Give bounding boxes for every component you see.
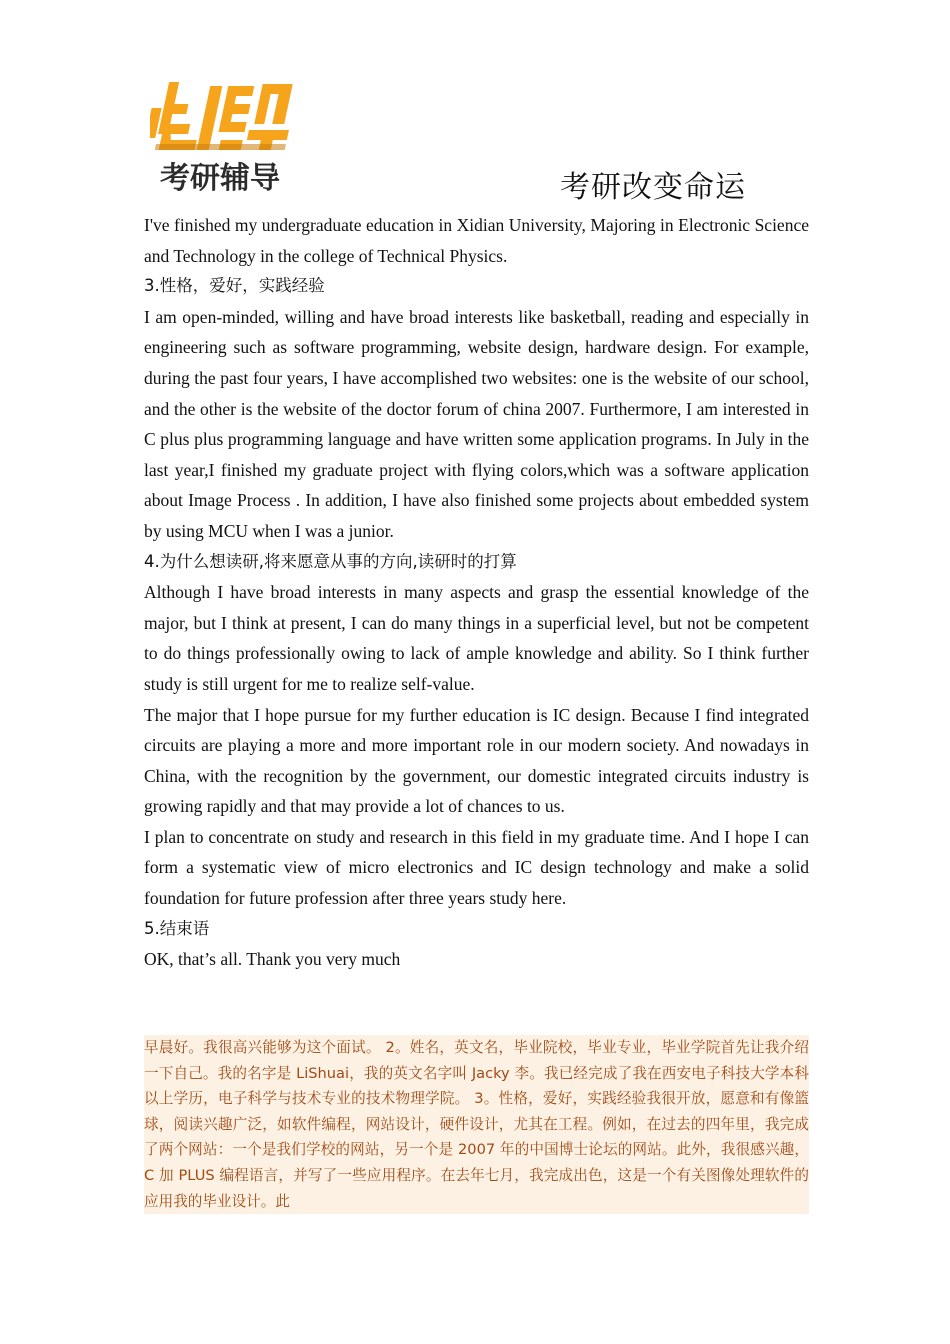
chinese-translation-block: 早晨好。我很高兴能够为这个面试。 2。姓名，英文名，毕业院校，毕业专业，毕业学院首先让我介绍一下自己。我的名字是 LiShuai，我的英文名字叫 Jacky 李。我已经完成了我在西安电子科技大学本科以上学历，电子科学与技术专业的技术物理学院。 3。性格，爱好，实践经验我很开放，愿意和有像篮球，阅读兴趣广泛，如软件编程，网站设计，硬件设计，尤其在工程。例如，在过去的四年里，我完成了两个网站：一个是我们学校的网站，另一个是 2007 年的中国博士论坛的网站。此外，我很感兴趣，C 加 PLUS 编程语言，并写了一些应用程序。在去年七月，我完成出色，这是一个有关图像处理软件的应用我的毕业设计。此 xyxy=(144,1035,809,1214)
kaicheng-logo xyxy=(150,78,302,196)
logo-text: 考研辅导 xyxy=(160,161,280,196)
closing-line: OK, that’s all. Thank you very much xyxy=(144,949,401,970)
document-body xyxy=(144,210,809,975)
section-4-paragraph-1: Although I have broad interests in many aspects and grasp the essential knowledge of the major, but I think at present, I can do many things in a superficial level, but not be competent to do things professionally owing to lack of ample knowledge and ability. So I think further study is still urgent for me to realize self-value. xyxy=(144,582,809,694)
page-slogan: 考研改变命运 xyxy=(560,170,746,205)
section-4-paragraph-2: The major that I hope pursue for my further education is IC design. Because I find integrated circuits are playing a more and more important role in our modern society. And nowadays in China, with the recognition by the government, our domestic integrated circuits industry is growing rapidly and that may provide a lot of chances to us. xyxy=(144,704,809,817)
section-3-paragraph: I am open-minded, willing and have broad interests like basketball, reading and especially in engineering such as software programming, website design, hardware design. For example, during the past four years, I have accomplished two websites: one is the website of our school, and the other is the website of the doctor forum of china 2007. Furthermore, I am interested in C plus plus programming language and have written some application programs. In July in the last year,I finished my graduate project with flying colors,which was a software application about Image Process . In addition, I have also finished some projects about embedded system by using MCU when I was a junior. xyxy=(144,306,809,541)
section-4-heading: 4.为什么想读研,将来愿意从事的方向,读研时的打算 xyxy=(144,551,517,571)
section-5-heading: 5.结束语 xyxy=(144,918,210,938)
intro-paragraph: I've finished my undergraduate education in Xidian University, Majoring in Electronic Science and Technology in the college of Technical Physics. xyxy=(144,215,809,266)
section-4-paragraph-3: I plan to concentrate on study and research in this field in my graduate time. And I hope I can form a systematic view of micro electronics and IC design technology and make a solid foundation for future profession after three years study here. xyxy=(144,826,809,909)
section-3-heading: 3.性格，爱好，实践经验 xyxy=(144,276,325,296)
